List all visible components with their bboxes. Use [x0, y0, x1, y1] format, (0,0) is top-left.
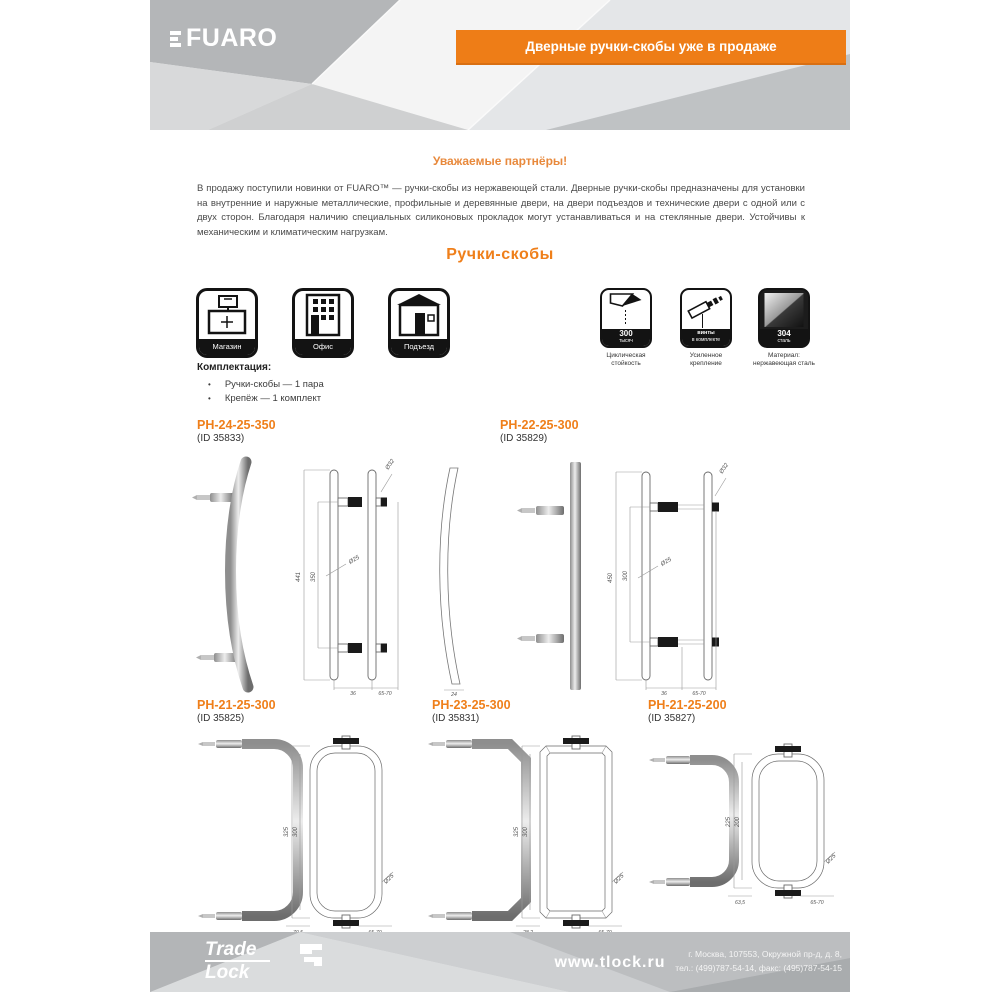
- screw-fastening-icon: [682, 290, 730, 330]
- product-drawing-ph21-300: [186, 732, 404, 942]
- svg-text:300: 300: [623, 570, 629, 582]
- usage-icon-label: Подъезд: [391, 339, 447, 355]
- intro-paragraph: В продажу поступили новинки от FUARO™ — ручки-скобы из нержавеющей стали. Дверные ручки-скобы предназначены для установки на внутренние и наружные металлические, профильные и деревянные двери, на двери подъездов и технические двери с одной или с двух сторон. Благодаря наличию специальных силиконовых прокладок могут устанавливаться и на стеклянные двери. Устойчивы к механическим и климатическим нагрузкам.: [197, 183, 805, 239]
- svg-text:450: 450: [608, 572, 614, 584]
- footer: [150, 932, 850, 992]
- product-code: PH-23-25-300: [432, 698, 511, 712]
- svg-text:Ø25: Ø25: [348, 554, 361, 566]
- handle-technical-drawing: [492, 452, 787, 697]
- svg-text:Ø25: Ø25: [383, 873, 396, 886]
- header-banner: Дверные ручки-скобы уже в продаже: [456, 30, 846, 65]
- product-code: PH-24-25-350: [197, 418, 276, 432]
- footer-address-line2: тел.: (499)787-54-14, факс: (495)787-54-15: [675, 963, 842, 974]
- greeting-heading: Уважаемые партнёры!: [432, 154, 568, 168]
- svg-text:36: 36: [350, 691, 356, 697]
- feature-icon-caption: Материал: нержавеющая сталь: [753, 352, 815, 368]
- feature-icon-band: 300 тысяч: [602, 329, 650, 346]
- svg-text:Ø25: Ø25: [825, 853, 838, 866]
- handle-technical-drawing: [186, 732, 404, 937]
- product-drawing-ph21-200: [640, 732, 840, 942]
- svg-text:36: 36: [661, 691, 667, 697]
- kit-item: • Крепёж — 1 комплект: [208, 393, 321, 404]
- svg-text:Ø25: Ø25: [660, 556, 673, 568]
- svg-text:65-70: 65-70: [378, 691, 392, 697]
- product-drawing-ph24: [188, 452, 488, 702]
- svg-text:325: 325: [514, 826, 520, 838]
- handle-technical-drawing: [418, 732, 630, 937]
- office-icon: [295, 291, 351, 341]
- usage-icon-label: Офис: [295, 339, 351, 355]
- product-code: PH-22-25-300: [500, 418, 579, 432]
- tradelock-mark-icon: [298, 942, 324, 968]
- handle-technical-drawing: [640, 732, 840, 937]
- cycle-durability-icon: [602, 290, 650, 330]
- feature-icon-durability: [600, 288, 652, 348]
- svg-text:63,5: 63,5: [734, 900, 746, 906]
- product-id: (ID 35827): [648, 713, 696, 724]
- product-id: (ID 35829): [500, 433, 548, 444]
- fuaro-logo-text: FUARO: [186, 24, 278, 52]
- svg-text:Ø32: Ø32: [718, 462, 731, 476]
- svg-text:350: 350: [311, 571, 317, 583]
- feature-icon-caption: Усиленное крепление: [689, 352, 723, 368]
- handle-technical-drawing: [188, 452, 488, 697]
- feature-icon-band: 304 сталь: [760, 329, 808, 346]
- feature-icon-material: [758, 288, 810, 348]
- entrance-icon: [391, 291, 447, 341]
- header: [150, 0, 850, 130]
- tradelock-logo: [205, 940, 270, 983]
- svg-text:Ø25: Ø25: [613, 873, 626, 886]
- kit-title: Комплектация:: [197, 362, 272, 373]
- svg-text:300: 300: [293, 826, 299, 838]
- kit-item: • Ручки-скобы — 1 пара: [208, 379, 324, 390]
- product-code: PH-21-25-300: [197, 698, 276, 712]
- svg-text:24: 24: [451, 692, 457, 697]
- tradelock-logo-top: Trade: [205, 940, 270, 962]
- fuaro-logo: [170, 24, 277, 53]
- feature-icon-caption: Циклическая стойкость: [606, 352, 646, 368]
- footer-address: [675, 947, 842, 975]
- svg-text:Ø32: Ø32: [384, 458, 397, 472]
- product-code: PH-21-25-200: [648, 698, 727, 712]
- product-id: (ID 35833): [197, 433, 245, 444]
- feature-icon-fastening: [680, 288, 732, 348]
- svg-text:65-70: 65-70: [692, 691, 706, 697]
- svg-text:200: 200: [735, 816, 741, 828]
- product-id: (ID 35831): [432, 713, 480, 724]
- usage-icon-office: [292, 288, 354, 358]
- fuaro-logo-mark-icon: [170, 31, 181, 47]
- footer-url: www.tlock.ru: [554, 954, 666, 971]
- flyer-page: [150, 0, 850, 1000]
- usage-icon-label: Магазин: [199, 339, 255, 355]
- svg-text:225: 225: [726, 816, 732, 828]
- product-drawing-ph23: [418, 732, 630, 942]
- steel-material-icon: [760, 290, 808, 330]
- svg-text:65-70: 65-70: [810, 900, 824, 906]
- product-drawing-ph22: [492, 452, 787, 702]
- usage-icon-shop: [196, 288, 258, 358]
- svg-text:441: 441: [296, 571, 302, 583]
- tradelock-logo-bottom: Lock: [205, 962, 250, 983]
- footer-address-line1: г. Москва, 107553, Окружной пр-д, д. 8,: [688, 949, 842, 959]
- feature-icon-band: винты в комплекте: [682, 329, 730, 346]
- svg-text:325: 325: [284, 826, 290, 838]
- section-title: Ручки-скобы: [446, 246, 554, 263]
- header-polygon-background: [150, 0, 850, 130]
- shop-icon: [199, 291, 255, 341]
- usage-icon-entrance: [388, 288, 450, 358]
- product-id: (ID 35825): [197, 713, 245, 724]
- svg-text:300: 300: [523, 826, 529, 838]
